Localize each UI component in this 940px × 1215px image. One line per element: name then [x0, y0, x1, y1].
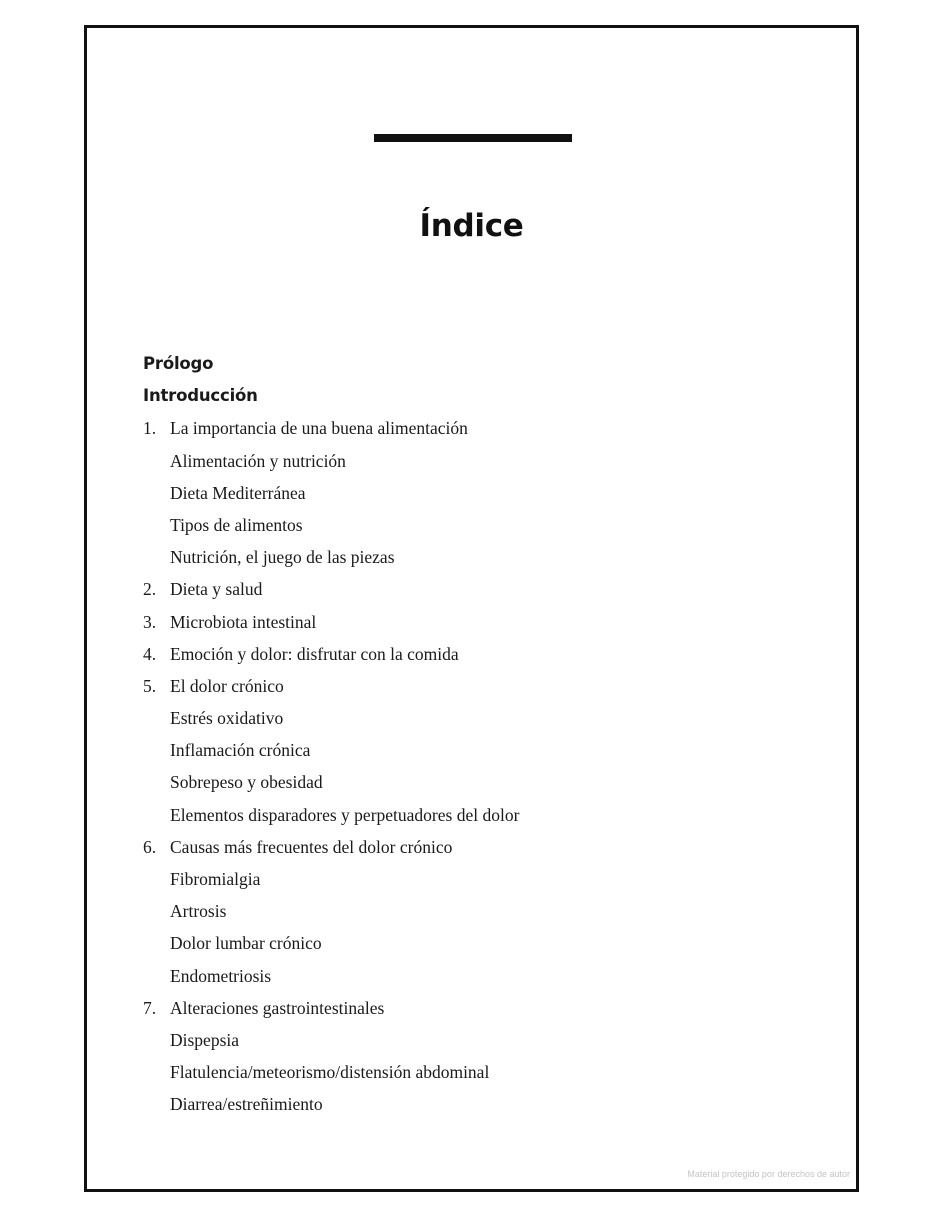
toc-heading: [143, 348, 519, 380]
toc-subsection: [143, 799, 519, 831]
toc-subsection: [143, 927, 519, 959]
toc-subsection: [143, 895, 519, 927]
toc-subsection: [143, 541, 519, 573]
toc-entry-text: Dieta y salud: [170, 579, 263, 600]
toc-subsection: [143, 477, 519, 509]
toc-entry-text: Emoción y dolor: disfrutar con la comida: [170, 643, 459, 664]
page-title: Índice: [419, 208, 524, 244]
toc-entry-text: Microbiota intestinal: [170, 611, 317, 632]
toc-subsection: [143, 863, 519, 895]
toc-subsection: [143, 509, 519, 541]
toc-chapter-number: 2.: [143, 579, 157, 600]
toc-subsection: [143, 734, 519, 766]
toc-entry-text: Artrosis: [170, 901, 227, 922]
toc-subsection: [143, 1088, 519, 1120]
toc-entry-text: Nutrición, el juego de las piezas: [170, 547, 395, 568]
toc-entry-text: Endometriosis: [170, 965, 272, 986]
toc-chapter-number: 6.: [143, 836, 157, 857]
toc-entry-text: Prólogo: [143, 354, 214, 373]
toc-subsection: [143, 766, 519, 798]
toc-chapter: [143, 412, 519, 444]
toc-chapter: [143, 670, 519, 702]
toc-chapter: [143, 606, 519, 638]
toc-entry-text: Causas más frecuentes del dolor crónico: [170, 836, 453, 857]
toc-chapter-number: 5.: [143, 675, 157, 696]
toc-subsection: [143, 445, 519, 477]
toc-entry-text: Introducción: [143, 386, 258, 406]
toc-chapter-number: 7.: [143, 997, 157, 1018]
toc-entry-text: Dolor lumbar crónico: [170, 933, 322, 954]
toc-entry-text: Tipos de alimentos: [170, 514, 303, 535]
toc-chapter: [143, 992, 519, 1024]
toc-entry-text: Alteraciones gastrointestinales: [170, 997, 385, 1018]
toc-entry-text: Alimentación y nutrición: [170, 450, 346, 471]
title-rule: [374, 134, 572, 142]
toc-chapter-number: 4.: [143, 643, 157, 664]
toc-entry-text: Dieta Mediterránea: [170, 482, 306, 503]
toc-heading: [143, 380, 519, 412]
toc-subsection: [143, 960, 519, 992]
toc-entry-text: Flatulencia/meteorismo/distensión abdominal: [170, 1062, 490, 1083]
toc-entry-text: Diarrea/estreñimiento: [170, 1094, 323, 1115]
toc-entry-text: Sobrepeso y obesidad: [170, 772, 323, 793]
toc-subsection: [143, 1024, 519, 1056]
copyright-watermark: Material protegido por derechos de autor: [687, 1169, 850, 1179]
toc-entry-text: El dolor crónico: [170, 675, 284, 696]
toc-chapter: [143, 573, 519, 605]
toc-chapter-number: 3.: [143, 611, 157, 632]
toc-subsection: [143, 702, 519, 734]
toc-chapter: [143, 831, 519, 863]
toc-chapter-number: 1.: [143, 418, 157, 439]
page-frame: [84, 25, 859, 1192]
toc-entry-text: Fibromialgia: [170, 869, 261, 889]
toc-entry-text: La importancia de una buena alimentación: [170, 418, 468, 439]
toc-subsection: [143, 1056, 519, 1088]
toc-entry-text: Inflamación crónica: [170, 740, 311, 761]
table-of-contents: [143, 348, 519, 1121]
toc-entry-text: Estrés oxidativo: [170, 708, 284, 729]
toc-entry-text: Dispepsia: [170, 1029, 240, 1050]
toc-chapter: [143, 638, 519, 670]
toc-entry-text: Elementos disparadores y perpetuadores del dolor: [170, 804, 520, 825]
